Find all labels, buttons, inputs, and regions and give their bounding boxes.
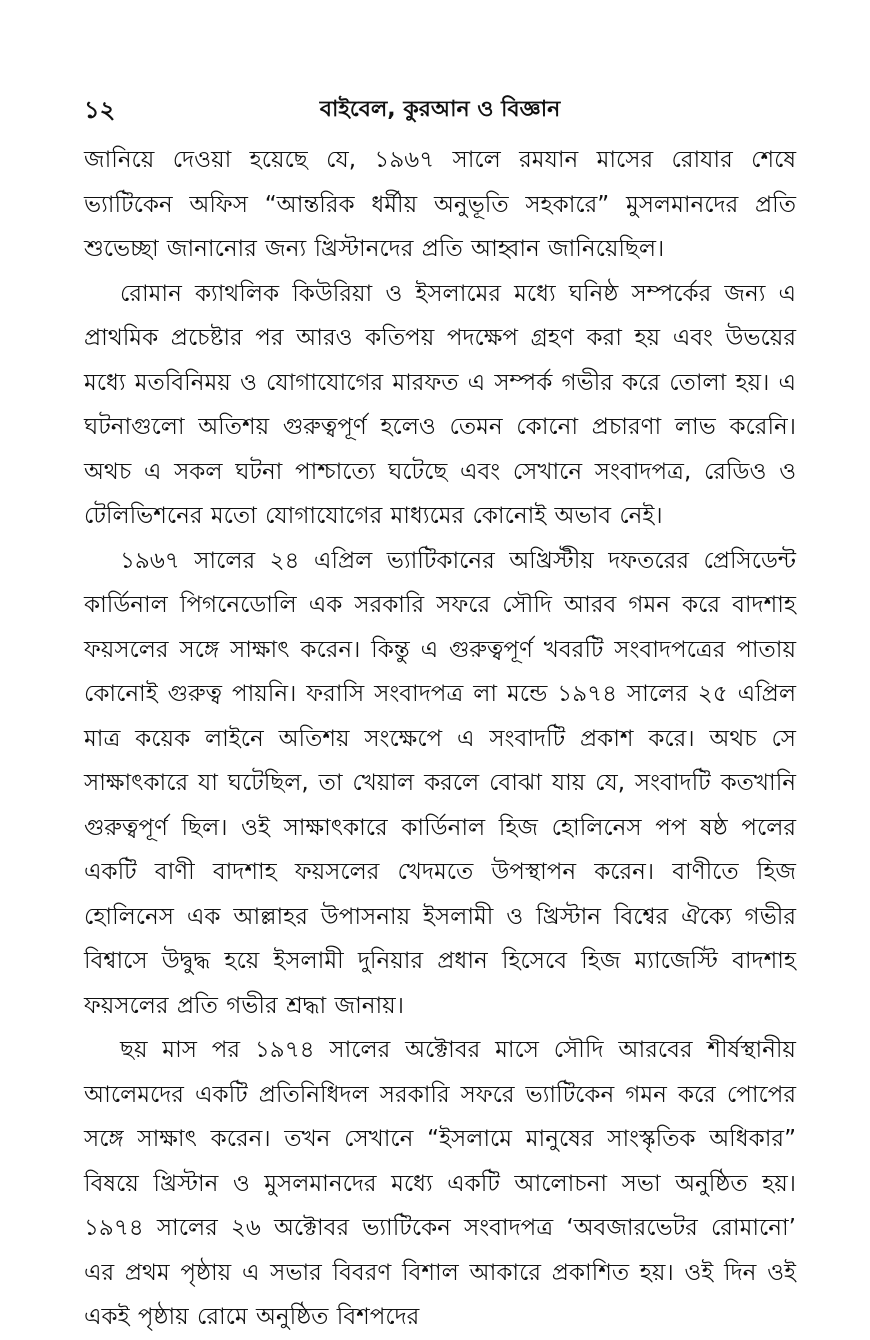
paragraph-continued: জানিয়ে দেওয়া হয়েছে যে, ১৯৬৭ সালে রমযান মাসের রোযার শেষে ভ্যাটিকেন অফিস “আন্তরিক ধর্মীয় অনুভূতি সহকারে” মুসলমানদের প্রতি শুভেচ্ছা জানানোর জন্য খ্রিস্টানদের প্রতি আহ্বান জানিয়েছিল। — [84, 147, 796, 262]
running-title: বাইবেল, কুরআন ও বিজ্ঞান — [319, 97, 561, 122]
paragraph-curia-relations: রোমান ক্যাথলিক কিউরিয়া ও ইসলামের মধ্যে ঘনিষ্ঠ সম্পর্কের জন্য এ প্রাথমিক প্রচেষ্টার পর আরও কতিপয় পদক্ষেপ গ্রহণ করা হয় এবং উভয়ের মধ্যে মতবিনিময় ও যোগাযোগের মারফত এ সম্পর্ক গভীর করে তোলা হয়। এ ঘটনাগুলো অতিশয় গুরুত্বপূর্ণ হলেও তেমন কোনো প্রচারণা লাভ করেনি। অথচ এ সকল ঘটনা পাশ্চাত্যে ঘটেছে এবং সেখানে সংবাদপত্র, রেডিও ও টেলিভিশনের মতো যোগাযোগের মাধ্যমের কোনোই অভাব নেই। — [84, 280, 796, 529]
page-number: ১২ — [84, 96, 116, 124]
page-header — [84, 88, 796, 128]
paragraph-ulema-delegation: ছয় মাস পর ১৯৭৪ সালের অক্টোবর মাসে সৌদি আরবের শীর্ষস্থানীয় আলেমদের একটি প্রতিনিধিদল সরকারি সফরে ভ্যাটিকেন গমন করে পোপের সঙ্গে সাক্ষাৎ করেন। তখন সেখানে “ইসলামে মানুষের সাংস্কৃতিক অধিকার” বিষয়ে খ্রিস্টান ও মুসলমানদের মধ্যে একটি আলোচনা সভা অনুষ্ঠিত হয়। ১৯৭৪ সালের ২৬ অক্টোবর ভ্যাটিকেন সংবাদপত্র ‘অবজারভেটর রোমানো’ এর প্রথম পৃষ্ঠায় এ সভার বিবরণ বিশাল আকারে প্রকাশিত হয়। ওই দিন ওই একই পৃষ্ঠায় রোমে অনুষ্ঠিত বিশপদের — [84, 1037, 796, 1330]
paragraph-pignedoli-visit: ১৯৬৭ সালের ২৪ এপ্রিল ভ্যাটিকানের অখ্রিস্টীয় দফতরের প্রেসিডেন্ট কার্ডিনাল পিগনেডোলি এক সরকারি সফরে সৌদি আরব গমন করে বাদশাহ ফয়সলের সঙ্গে সাক্ষাৎ করেন। কিন্তু এ গুরুত্বপূর্ণ খবরটি সংবাদপত্রের পাতায় কোনোই গুরুত্ব পায়নি। ফরাসি সংবাদপত্র লা মন্ডে ১৯৭৪ সালের ২৫ এপ্রিল মাত্র কয়েক লাইনে অতিশয় সংক্ষেপে এ সংবাদটি প্রকাশ করে। অথচ সে সাক্ষাৎকারে যা ঘটেছিল, তা খেয়াল করলে বোঝা যায় যে, সংবাদটি কতখানি গুরুত্বপূর্ণ ছিল। ওই সাক্ষাৎকারে কার্ডিনাল হিজ হোলিনেস পপ ষষ্ঠ পলের একটি বাণী বাদশাহ ফয়সলের খেদমতে উপস্থাপন করেন। বাণীতে হিজ হোলিনেস এক আল্লাহর উপাসনায় ইসলামী ও খ্রিস্টান বিশ্বের ঐক্যে গভীর বিশ্বাসে উদ্বুদ্ধ হয়ে ইসলামী দুনিয়ার প্রধান হিসেবে হিজ ম্যাজেস্টি বাদশাহ ফয়সলের প্রতি গভীর শ্রদ্ধা জানায়। — [84, 547, 796, 1019]
body-text — [84, 138, 796, 1330]
